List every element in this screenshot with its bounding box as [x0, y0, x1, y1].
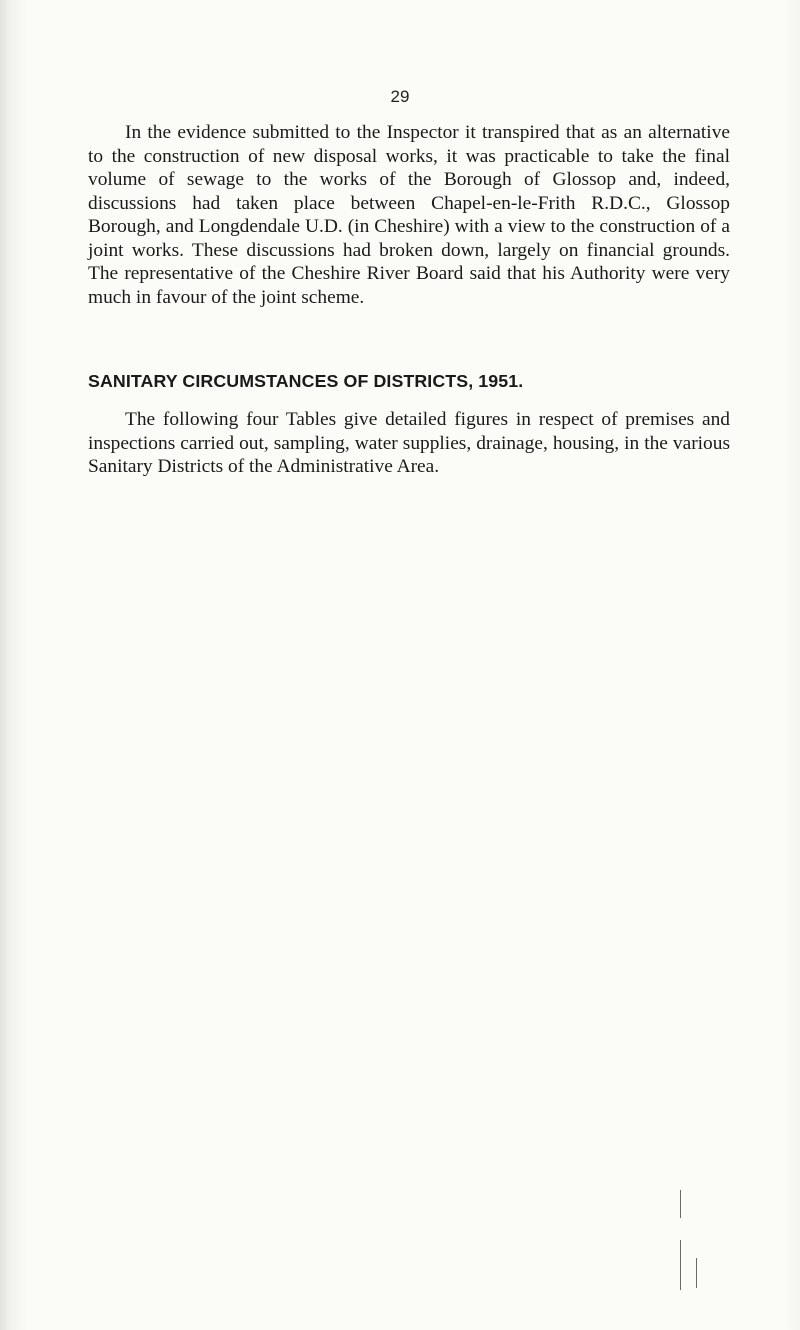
body-paragraph-tables-intro: The following four Tables give detailed figures in respect of premises and inspections carried out, sampling, water supplies, drainage, housing, in the various Sanitary Districts of the Administrative Area. [88, 409, 730, 477]
page-number: 29 [390, 87, 410, 106]
body-paragraph-evidence: In the evidence submitted to the Inspector it transpired that as an alternative to the construction of new disposal works, it was practicable to take the final volume of sewage to the works of the Borough of Glossop and, indeed, discussions had taken place between Chapel-en-le-Frith R.D.C., Glossop Borough, and Longdendale U.D. (in Cheshire) with a view to the construction of a joint works. These discussions had broken down, largely on financial grounds. The representative of the Cheshire River Board said that his Authority were very much in favour of the joint scheme. [88, 122, 730, 308]
section-heading: SANITARY CIRCUMSTANCES OF DISTRICTS, 1951. [88, 371, 524, 391]
scan-margin-marks [660, 1170, 700, 1290]
